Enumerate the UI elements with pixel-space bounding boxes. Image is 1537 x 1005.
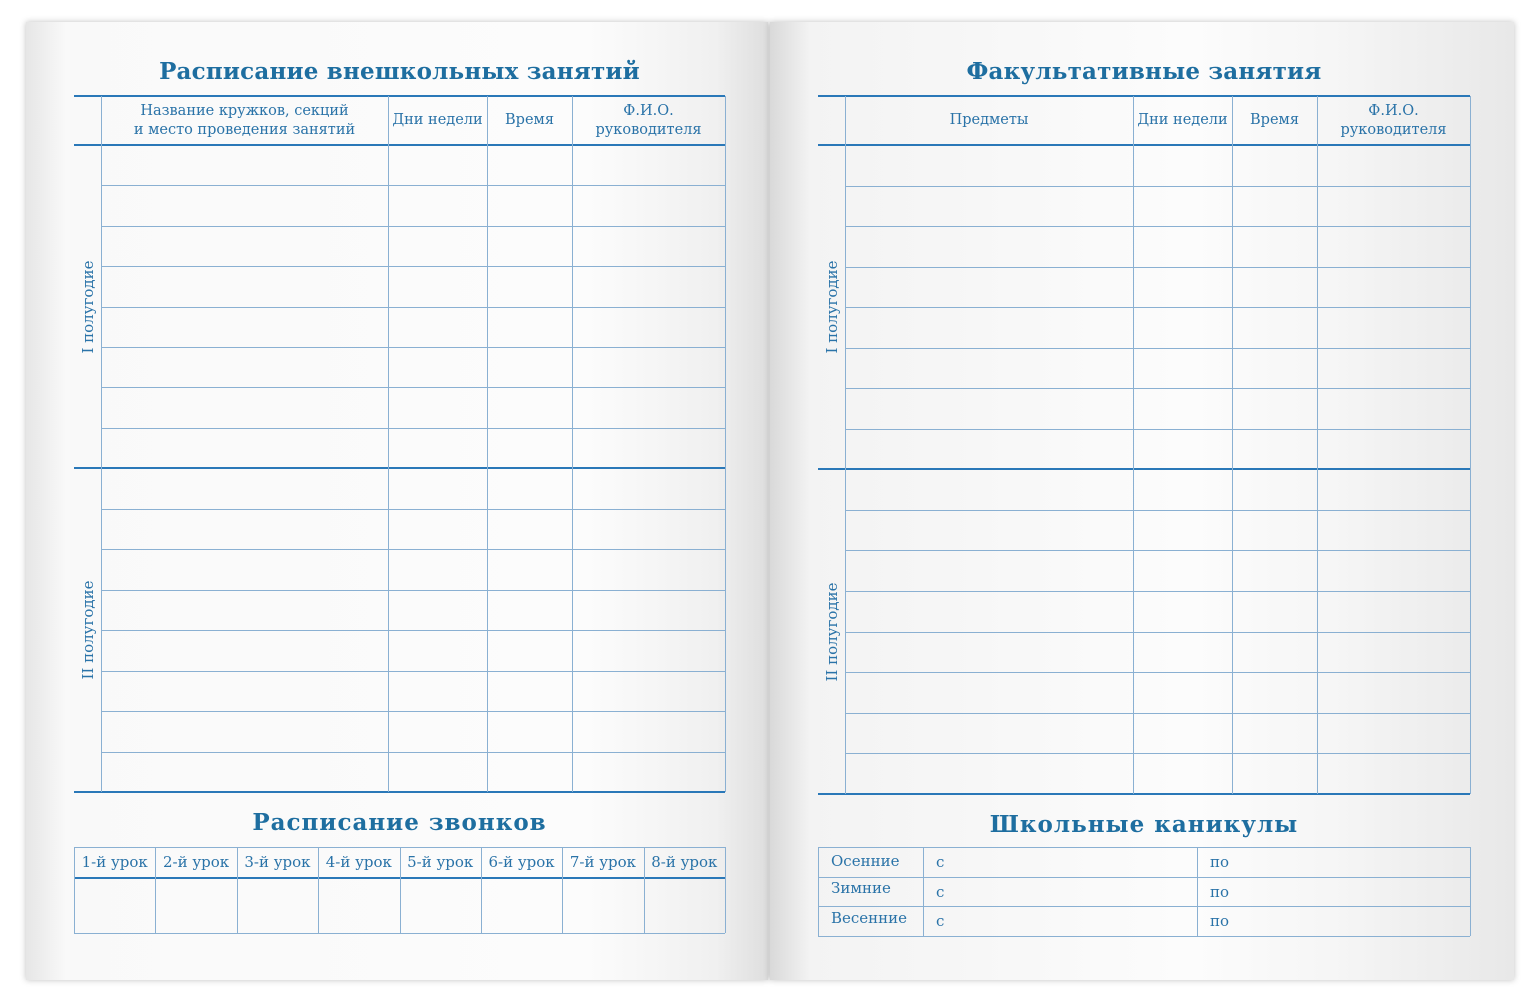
right-header-3: Время (1250, 112, 1299, 128)
left-semester-1-label: I полугодие (78, 260, 97, 354)
right-row-rule (845, 388, 1470, 389)
holidays-row-rule (818, 906, 1470, 907)
right-col-rule (1232, 96, 1233, 794)
bell-lesson-8: 8-й урок (651, 853, 718, 871)
right-row-rule (845, 753, 1470, 754)
right-right-rule (1470, 96, 1471, 794)
left-row-rule (101, 549, 725, 550)
bell-lesson-1: 1-й урок (81, 853, 148, 871)
holidays-row-rule (818, 847, 1470, 848)
bells-bottom-rule (74, 933, 725, 934)
right-semester-rule (818, 468, 1470, 470)
left-row-rule (101, 590, 725, 591)
right-semester-1-label: I полугодие (822, 260, 841, 354)
holiday-name: Зимние (831, 879, 891, 897)
left-row-rule (101, 752, 725, 753)
right-row-rule (845, 550, 1470, 551)
left-header-4: Ф.И.О. руководителя (595, 102, 702, 138)
holiday-to-label: по (1210, 853, 1230, 871)
bell-lesson-7: 7-й урок (569, 853, 637, 871)
left-title: Расписание внешкольных занятий (159, 58, 640, 85)
right-semester-2-label: II полугодие (822, 582, 841, 682)
right-top-rule (818, 95, 1470, 97)
left-row-rule (101, 185, 725, 186)
right-row-rule (845, 307, 1470, 308)
right-col-rule (1133, 96, 1134, 794)
right-row-rule (845, 713, 1470, 714)
left-row-rule (101, 509, 725, 510)
left-header-1: Название кружков, секций и место проведения занятий (133, 102, 356, 138)
holidays-row-rule (818, 877, 1470, 878)
right-row-rule (845, 348, 1470, 349)
left-col-rule (487, 96, 488, 792)
left-col-rule (388, 96, 389, 792)
right-col-rule (1317, 96, 1318, 794)
left-top-rule (74, 95, 725, 97)
left-row-rule (101, 387, 725, 388)
left-bottom-rule (74, 791, 725, 793)
right-label-col-rule (845, 96, 846, 794)
left-row-rule (101, 711, 725, 712)
right-row-rule (845, 186, 1470, 187)
holiday-name: Весенние (831, 909, 908, 927)
holiday-name: Осенние (831, 852, 900, 870)
right-title: Факультативные занятия (966, 58, 1322, 85)
holiday-from-label: с (936, 912, 945, 930)
holidays-col-rule (1197, 847, 1198, 936)
right-row-rule (845, 510, 1470, 511)
left-header-2: Дни недели (392, 112, 483, 128)
holidays-col-rule (923, 847, 924, 936)
left-row-rule (101, 428, 725, 429)
holidays-row-rule (818, 936, 1470, 937)
left-header-rule (74, 144, 725, 146)
right-header-2: Дни недели (1137, 112, 1228, 128)
left-label-col-rule (101, 96, 102, 792)
right-bottom-rule (818, 793, 1470, 795)
right-header-rule (818, 144, 1470, 146)
right-row-rule (845, 672, 1470, 673)
holiday-from-label: с (936, 883, 945, 901)
holiday-to-label: по (1210, 883, 1230, 901)
left-right-rule (725, 96, 726, 792)
holiday-from-label: с (936, 853, 945, 871)
bell-lesson-4: 4-й урок (325, 853, 392, 871)
holidays-col-rule (1470, 847, 1471, 936)
holiday-to-label: по (1210, 912, 1230, 930)
left-row-rule (101, 307, 725, 308)
left-semester-rule (74, 467, 725, 469)
right-row-rule (845, 226, 1470, 227)
left-row-rule (101, 266, 725, 267)
holidays-col-rule (818, 847, 819, 936)
bells-title: Расписание звонков (252, 809, 547, 836)
left-page (26, 22, 768, 980)
right-row-rule (845, 429, 1470, 430)
bell-lesson-6: 6-й урок (488, 853, 555, 871)
left-row-rule (101, 671, 725, 672)
right-header-4: Ф.И.О. руководителя (1340, 102, 1447, 138)
right-row-rule (845, 591, 1470, 592)
left-row-rule (101, 630, 725, 631)
right-header-1: Предметы (949, 112, 1029, 128)
left-semester-2-label: II полугодие (78, 580, 97, 680)
left-row-rule (101, 347, 725, 348)
bells-col-rule (725, 847, 726, 933)
bell-lesson-3: 3-й урок (244, 853, 311, 871)
holidays-title: Школьные каникулы (989, 811, 1299, 838)
left-row-rule (101, 226, 725, 227)
bell-lesson-2: 2-й урок (162, 853, 230, 871)
left-header-3: Время (505, 112, 554, 128)
left-col-rule (572, 96, 573, 792)
right-row-rule (845, 267, 1470, 268)
bell-lesson-5: 5-й урок (407, 853, 474, 871)
right-row-rule (845, 632, 1470, 633)
